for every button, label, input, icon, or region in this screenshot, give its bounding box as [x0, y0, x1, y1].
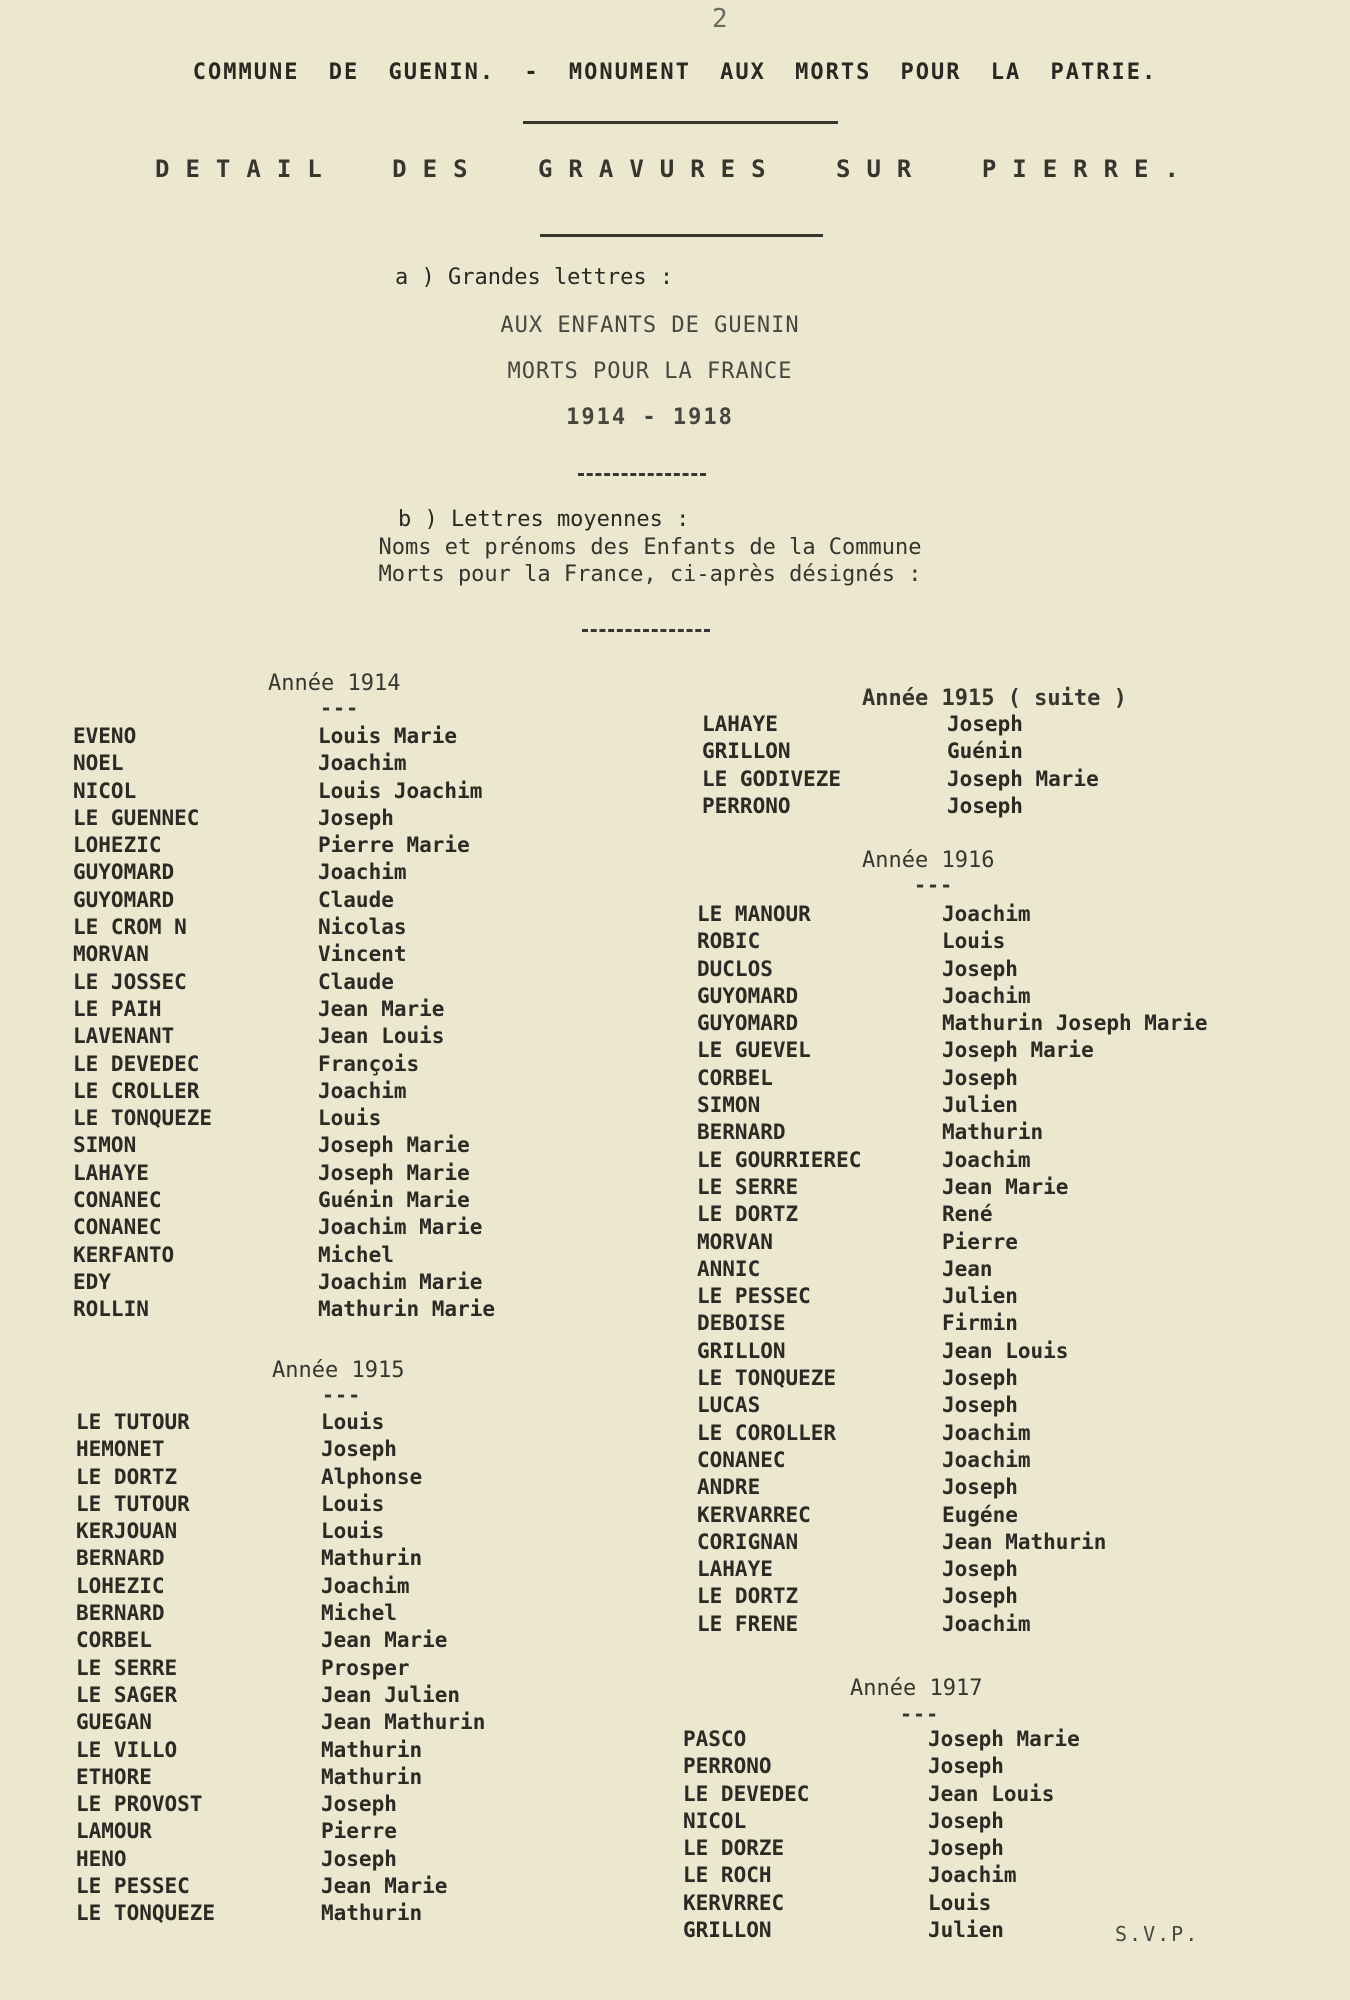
name-row [73, 1214, 495, 1241]
given-names: Jean Mathurin [942, 1529, 1107, 1554]
name-row [76, 1545, 485, 1572]
given-names: Louis [321, 1410, 385, 1434]
document-subtitle: DETAIL DES GRAVURES SUR PIERRE. [155, 155, 1195, 183]
name-row [73, 1160, 495, 1187]
given-names: Mathurin [321, 1546, 423, 1571]
given-names: Joachim Marie [318, 1269, 483, 1294]
given-names: Joseph [928, 1754, 1004, 1779]
name-row [73, 996, 495, 1023]
surname: CORBEL [76, 1628, 152, 1653]
year-underline-1915: --- [322, 1383, 362, 1407]
given-names: Prosper [321, 1655, 410, 1680]
surname: CONANEC [73, 1215, 162, 1240]
surname: LE COROLLER [697, 1420, 837, 1445]
surname: PASCO [683, 1727, 747, 1751]
surname: ANDRE [697, 1475, 761, 1500]
surname: LE CROM N [73, 915, 187, 940]
surname: MORVAN [697, 1229, 773, 1254]
surname: LE GOURRIEREC [697, 1147, 862, 1172]
section-b-label: b ) Lettres moyennes : [398, 507, 690, 532]
given-names: Louis [321, 1519, 385, 1544]
name-row [697, 1338, 1208, 1365]
name-row [683, 1835, 1080, 1862]
surname: HENO [76, 1846, 127, 1871]
given-names: Jean Julien [321, 1682, 461, 1707]
name-row [76, 1846, 485, 1873]
given-names: Joseph [321, 1792, 397, 1817]
surname: LE DORTZ [697, 1202, 799, 1227]
surname: PERRONO [702, 793, 791, 818]
name-row [697, 1583, 1208, 1610]
year-heading-1914: Année 1914 [268, 671, 401, 696]
surname: NOEL [73, 751, 124, 776]
surname: LE GUENNEC [73, 805, 200, 830]
surname: BERNARD [76, 1601, 165, 1626]
surname: GUYOMARD [697, 1011, 799, 1036]
surname: LE MANOUR [697, 902, 811, 926]
name-row [76, 1655, 485, 1682]
name-row [76, 1436, 485, 1463]
inscription-line-3: 1914 - 1918 [566, 405, 734, 430]
surname: LE DORTZ [697, 1584, 799, 1609]
surname: GUYOMARD [73, 860, 175, 885]
year-heading-1917: Année 1917 [850, 1676, 983, 1701]
name-row [697, 1365, 1208, 1392]
surname: MORVAN [73, 942, 149, 967]
given-names: Jean Louis [942, 1338, 1069, 1363]
surname: HEMONET [76, 1437, 165, 1462]
surname: KERFANTO [73, 1242, 175, 1267]
given-names: Joachim [942, 983, 1031, 1008]
given-names: François [318, 1051, 420, 1076]
name-row [702, 738, 1099, 765]
section-b-line-2: Morts pour la France, ci-après désignés : [378, 562, 922, 587]
name-row [73, 941, 495, 968]
given-names: Joseph [947, 793, 1023, 818]
names-list-1916 [697, 901, 1208, 1638]
surname: LAHAYE [697, 1557, 773, 1582]
given-names: Joseph Marie [318, 1133, 470, 1158]
surname: SIMON [697, 1093, 761, 1118]
section-b-line-1: Noms et prénoms des Enfants de la Commune [378, 535, 922, 560]
names-list-1915-suite [702, 711, 1099, 820]
given-names: Joachim [928, 1863, 1017, 1888]
section-a-label: a ) Grandes lettres : [395, 265, 674, 290]
given-names: Joachim [942, 1420, 1031, 1445]
name-row [697, 901, 1208, 928]
surname: NICOL [73, 778, 137, 803]
surname: LE SAGER [76, 1682, 178, 1707]
surname: LE ROCH [683, 1863, 772, 1888]
surname: CONANEC [73, 1188, 162, 1213]
name-row [702, 711, 1099, 738]
name-row [697, 1201, 1208, 1228]
given-names: René [942, 1202, 993, 1227]
name-row [73, 1242, 495, 1269]
name-row [73, 1269, 495, 1296]
page-number: 2 [712, 4, 728, 34]
given-names: Joachim [318, 1078, 407, 1103]
given-names: Jean Marie [321, 1628, 448, 1653]
given-names: Joachim [942, 1611, 1031, 1636]
given-names: Joachim [942, 1447, 1031, 1472]
given-names: Joseph [928, 1836, 1004, 1861]
given-names: Joseph Marie [318, 1160, 470, 1185]
name-row [76, 1491, 485, 1518]
name-row [697, 1037, 1208, 1064]
surname: NICOL [683, 1808, 747, 1833]
given-names: Joseph [318, 805, 394, 830]
given-names: Joseph [942, 956, 1018, 981]
name-row [76, 1464, 485, 1491]
given-names: Pierre [321, 1819, 397, 1844]
surname: LE DEVEDEC [73, 1051, 200, 1076]
surname: LE VILLO [76, 1737, 178, 1762]
surname: EVENO [73, 724, 137, 748]
given-names: Mathurin Marie [318, 1297, 496, 1322]
name-row [76, 1737, 485, 1764]
name-row [73, 887, 495, 914]
separator-dashes-1 [578, 473, 706, 478]
surname: LE TONQUEZE [697, 1366, 837, 1391]
surname: LOHEZIC [76, 1573, 165, 1598]
name-row [697, 1229, 1208, 1256]
surname: LE PESSEC [76, 1874, 190, 1899]
name-row [73, 832, 495, 859]
name-row [697, 983, 1208, 1010]
surname: LUCAS [697, 1393, 761, 1418]
names-list-1915 [76, 1409, 485, 1928]
surname: GUYOMARD [73, 887, 175, 912]
given-names: Joachim [942, 902, 1031, 926]
surname: LAMOUR [76, 1819, 152, 1844]
surname: KERJOUAN [76, 1519, 178, 1544]
given-names: Mathurin [321, 1764, 423, 1789]
surname: BERNARD [76, 1546, 165, 1571]
surname: LE SERRE [697, 1174, 799, 1199]
document-header: COMMUNE DE GUENIN. - MONUMENT AUX MORTS POUR LA PATRIE. [192, 60, 1158, 85]
surname: GRILLON [702, 739, 791, 764]
name-row [697, 1283, 1208, 1310]
surname: LE PROVOST [76, 1792, 203, 1817]
name-row [76, 1600, 485, 1627]
given-names: Jean Mathurin [321, 1710, 486, 1735]
surname: ROLLIN [73, 1297, 149, 1322]
name-row [697, 1556, 1208, 1583]
names-list-1917 [683, 1726, 1080, 1944]
name-row [683, 1862, 1080, 1889]
given-names: Joseph Marie [942, 1038, 1094, 1063]
given-names: Pierre Marie [318, 833, 470, 858]
surname: LE GODIVEZE [702, 766, 842, 791]
name-row [683, 1781, 1080, 1808]
surname: LAHAYE [702, 712, 778, 736]
surname: PERRONO [683, 1754, 772, 1779]
given-names: Jean Marie [321, 1874, 448, 1899]
given-names: Joseph [928, 1808, 1004, 1833]
given-names: Guénin [947, 739, 1023, 764]
name-row [683, 1917, 1080, 1944]
surname: LOHEZIC [73, 833, 162, 858]
header-rule [523, 121, 838, 124]
surname: KERVRREC [683, 1890, 785, 1915]
surname: ANNIC [697, 1256, 761, 1281]
surname: LE DEVEDEC [683, 1781, 810, 1806]
name-row [702, 793, 1099, 820]
name-row [683, 1753, 1080, 1780]
given-names: Jean Louis [318, 1024, 445, 1049]
given-names: Julien [928, 1918, 1004, 1943]
given-names: Claude [318, 969, 394, 994]
subtitle-rule [540, 234, 823, 237]
surname: DEBOISE [697, 1311, 786, 1336]
given-names: Jean Marie [942, 1174, 1069, 1199]
name-row [76, 1409, 485, 1436]
name-row [697, 956, 1208, 983]
name-row [697, 1147, 1208, 1174]
surname: CORIGNAN [697, 1529, 799, 1554]
name-row [697, 1065, 1208, 1092]
name-row [76, 1764, 485, 1791]
given-names: Vincent [318, 942, 407, 967]
surname: GUYOMARD [697, 983, 799, 1008]
name-row [76, 1873, 485, 1900]
given-names: Joseph [942, 1366, 1018, 1391]
turn-over-note: S.V.P. [1115, 1922, 1200, 1946]
year-heading-1916: Année 1916 [862, 848, 995, 873]
name-row [73, 750, 495, 777]
name-row [76, 1682, 485, 1709]
name-row [697, 1611, 1208, 1638]
name-row [73, 723, 495, 750]
surname: LAHAYE [73, 1160, 149, 1185]
surname: LE JOSSEC [73, 969, 187, 994]
name-row [697, 1502, 1208, 1529]
surname: CORBEL [697, 1065, 773, 1090]
name-row [697, 1119, 1208, 1146]
name-row [76, 1709, 485, 1736]
name-row [76, 1818, 485, 1845]
given-names: Mathurin [321, 1901, 423, 1926]
given-names: Julien [942, 1284, 1018, 1309]
given-names: Firmin [942, 1311, 1018, 1336]
given-names: Louis Marie [318, 724, 458, 748]
surname: ROBIC [697, 929, 761, 954]
surname: LE TONQUEZE [73, 1106, 213, 1131]
given-names: Mathurin [942, 1120, 1044, 1145]
given-names: Louis [318, 1106, 382, 1131]
name-row [697, 1474, 1208, 1501]
given-names: Jean Louis [928, 1781, 1055, 1806]
surname: GRILLON [683, 1918, 772, 1943]
name-row [697, 1392, 1208, 1419]
given-names: Michel [318, 1242, 394, 1267]
surname: KERVARREC [697, 1502, 811, 1527]
given-names: Mathurin [321, 1737, 423, 1762]
surname: LE TUTOUR [76, 1410, 190, 1434]
year-underline-1914: --- [320, 696, 360, 720]
name-row [76, 1573, 485, 1600]
surname: CONANEC [697, 1447, 786, 1472]
given-names: Joseph Marie [947, 766, 1099, 791]
surname: BERNARD [697, 1120, 786, 1145]
year-heading-1915: Année 1915 [272, 1358, 405, 1383]
inscription-line-1: AUX ENFANTS DE GUENIN [500, 313, 800, 338]
name-row [73, 1132, 495, 1159]
given-names: Joseph [321, 1846, 397, 1871]
surname: LE GUEVEL [697, 1038, 811, 1063]
surname: LE PESSEC [697, 1284, 811, 1309]
given-names: Claude [318, 887, 394, 912]
surname: LAVENANT [73, 1024, 175, 1049]
given-names: Joachim [942, 1147, 1031, 1172]
year-heading-1915-suite: Année 1915 ( suite ) [862, 686, 1127, 711]
name-row [76, 1791, 485, 1818]
given-names: Louis [321, 1491, 385, 1516]
given-names: Joachim [318, 751, 407, 776]
name-row [697, 1310, 1208, 1337]
surname: LE CROLLER [73, 1078, 200, 1103]
given-names: Eugéne [942, 1502, 1018, 1527]
surname: DUCLOS [697, 956, 773, 981]
given-names: Louis [942, 929, 1006, 954]
given-names: Joseph [947, 712, 1023, 736]
name-row [73, 1296, 495, 1323]
given-names: Joseph Marie [928, 1727, 1080, 1751]
name-row [76, 1900, 485, 1927]
surname: SIMON [73, 1133, 137, 1158]
name-row [76, 1518, 485, 1545]
names-list-1914 [73, 723, 495, 1324]
surname: GRILLON [697, 1338, 786, 1363]
surname: LE TUTOUR [76, 1491, 190, 1516]
given-names: Mathurin Joseph Marie [942, 1011, 1208, 1036]
given-names: Joachim [318, 860, 407, 885]
given-names: Joseph [321, 1437, 397, 1462]
surname: ETHORE [76, 1764, 152, 1789]
name-row [73, 805, 495, 832]
surname: LE FRENE [697, 1611, 799, 1636]
name-row [73, 778, 495, 805]
given-names: Joseph [942, 1584, 1018, 1609]
surname: LE TONQUEZE [76, 1901, 216, 1926]
given-names: Joseph [942, 1393, 1018, 1418]
surname: LE PAIH [73, 996, 162, 1021]
given-names: Nicolas [318, 915, 407, 940]
name-row [73, 1051, 495, 1078]
name-row [702, 766, 1099, 793]
name-row [697, 1420, 1208, 1447]
name-row [683, 1808, 1080, 1835]
name-row [73, 1023, 495, 1050]
given-names: Joseph [942, 1065, 1018, 1090]
surname: EDY [73, 1269, 111, 1294]
name-row [76, 1627, 485, 1654]
name-row [73, 1187, 495, 1214]
name-row [73, 969, 495, 996]
year-underline-1916: --- [914, 873, 954, 897]
surname: GUEGAN [76, 1710, 152, 1735]
given-names: Guénin Marie [318, 1188, 470, 1213]
name-row [697, 1256, 1208, 1283]
name-row [73, 914, 495, 941]
name-row [73, 859, 495, 886]
name-row [697, 1447, 1208, 1474]
surname: LE DORTZ [76, 1464, 178, 1489]
name-row [697, 1092, 1208, 1119]
surname: LE SERRE [76, 1655, 178, 1680]
given-names: Pierre [942, 1229, 1018, 1254]
name-row [73, 1078, 495, 1105]
name-row [683, 1890, 1080, 1917]
name-row [697, 1174, 1208, 1201]
given-names: Jean [942, 1256, 993, 1281]
given-names: Joachim [321, 1573, 410, 1598]
given-names: Louis Joachim [318, 778, 483, 803]
given-names: Louis [928, 1890, 992, 1915]
given-names: Jean Marie [318, 996, 445, 1021]
name-row [73, 1105, 495, 1132]
given-names: Joachim Marie [318, 1215, 483, 1240]
name-row [683, 1726, 1080, 1753]
given-names: Michel [321, 1601, 397, 1626]
given-names: Alphonse [321, 1464, 423, 1489]
given-names: Joseph [942, 1475, 1018, 1500]
surname: LE DORZE [683, 1836, 785, 1861]
given-names: Julien [942, 1093, 1018, 1118]
name-row [697, 928, 1208, 955]
name-row [697, 1529, 1208, 1556]
given-names: Joseph [942, 1557, 1018, 1582]
name-row [697, 1010, 1208, 1037]
separator-dashes-2 [582, 629, 710, 634]
year-underline-1917: --- [900, 1702, 940, 1726]
inscription-line-2: MORTS POUR LA FRANCE [507, 359, 793, 384]
